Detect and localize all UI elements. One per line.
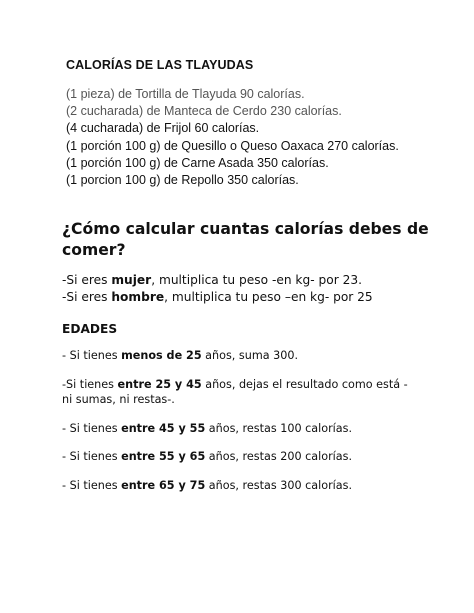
rule-text: años, restas 100 calorías. — [205, 421, 353, 435]
formula-text: -Si eres — [62, 289, 112, 304]
list-item: (4 cucharada) de Frijol 60 calorías. — [66, 121, 260, 136]
formula-block — [62, 272, 414, 305]
calculation-section — [62, 219, 429, 493]
formula-man — [62, 289, 414, 306]
rule-bold: entre 25 y 45 — [117, 377, 202, 391]
page-title: CALORÍAS DE LAS TLAYUDAS — [66, 58, 254, 72]
formula-bold: mujer — [111, 273, 152, 287]
rule-text: - Si tienes — [62, 478, 122, 492]
list-item: (1 porción 100 g) de Carne Asada 350 calorías. — [66, 155, 329, 170]
heading-line-1: ¿Cómo calcular cuantas calorías debes de — [62, 220, 429, 238]
list-item: (1 porcion 100 g) de Repollo 350 calorías. — [66, 173, 299, 188]
formula-woman — [62, 272, 414, 289]
age-rule — [62, 377, 414, 408]
rule-text: años, suma 300. — [201, 349, 299, 362]
formula-text: , multiplica tu peso -en kg- por 23. — [151, 273, 362, 287]
rule-bold: entre 65 y 75 — [121, 478, 206, 492]
calorie-list — [66, 86, 399, 189]
rule-text: años, dejas el resultado como está - — [201, 377, 408, 391]
list-item: (2 cucharada) de Manteca de Cerdo 230 calorías. — [66, 104, 342, 119]
rule-bold: menos de 25 — [121, 349, 202, 362]
rule-text: años, restas 200 calorías. — [205, 450, 353, 463]
rule-bold: entre 45 y 55 — [121, 421, 206, 435]
formula-bold: hombre — [111, 289, 165, 304]
age-rule — [62, 478, 414, 494]
rule-bold: entre 55 y 65 — [121, 450, 206, 463]
list-item: (1 porción 100 g) de Quesillo o Queso Oaxaca 270 calorías. — [66, 138, 399, 153]
section-heading — [62, 219, 429, 261]
ages-heading: EDADES — [62, 322, 118, 336]
heading-line-2: comer? — [62, 241, 126, 259]
formula-text: -Si eres — [62, 273, 112, 287]
rule-text: - Si tienes — [62, 450, 122, 463]
age-rule — [62, 348, 414, 364]
rule-text: - Si tienes — [62, 421, 122, 435]
age-rule — [62, 449, 414, 465]
rule-text: -Si tienes — [62, 377, 118, 391]
rule-text-continued: ni sumas, ni restas-. — [62, 393, 175, 406]
rule-text: años, restas 300 calorías. — [205, 478, 353, 492]
list-item: (1 pieza) de Tortilla de Tlayuda 90 calorías. — [66, 87, 305, 101]
rule-text: - Si tienes — [62, 349, 122, 362]
formula-text: , multiplica tu peso –en kg- por 25 — [164, 289, 373, 304]
age-rule — [62, 421, 414, 437]
